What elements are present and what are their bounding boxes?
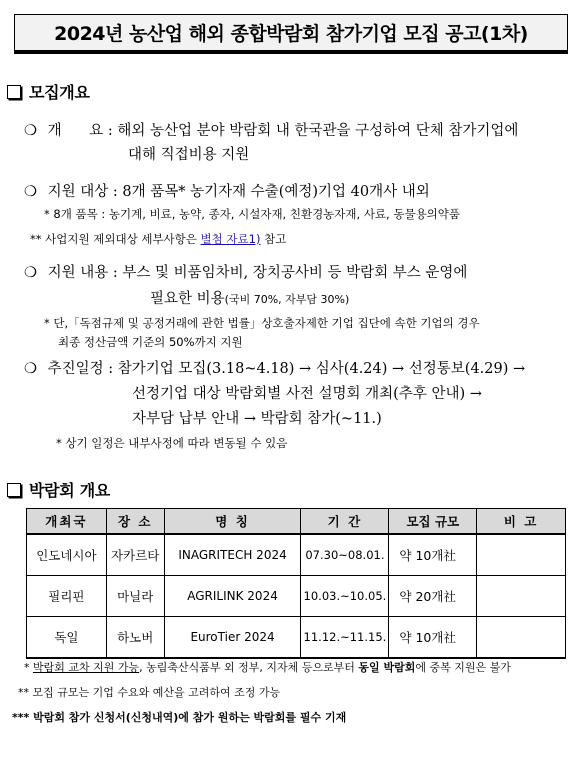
content-line — [24, 261, 467, 282]
header-period: 기 간 — [301, 509, 389, 535]
content-note-1: * 단,「독점규제 및 공정거래에 관한 법률」상호출자제한 기업 집단에 속한 기업의 경우 — [44, 316, 480, 330]
expo-note-2: ** 모집 규모는 기업 수요와 예산을 고려하여 조정 가능 — [18, 686, 281, 699]
cell-country: 인도네시아 — [27, 534, 107, 576]
attachment-link[interactable]: 별첨 자료1) — [200, 232, 261, 246]
cell-note — [477, 534, 566, 576]
schedule-text-1: : 참가기업 모집(3.18~4.18) → 심사(4.24) → 선정통보(4.29) → — [108, 361, 526, 377]
summary-line — [24, 119, 518, 140]
cell-name: AGRILINK 2024 — [164, 576, 301, 617]
target-line — [24, 180, 430, 201]
summary-line-2: 대해 직접비용 지원 — [128, 147, 250, 163]
expo-note-1-suffix: 에 중복 지원은 불가 — [415, 661, 511, 674]
header-country: 개최국 — [27, 509, 107, 535]
content-note-2: 최종 정산금액 기준의 50%까지 지원 — [58, 335, 243, 349]
schedule-line-2: 선정기업 대상 박람회별 사전 설명회 개최(추후 안내) → — [132, 386, 482, 402]
page-title — [14, 14, 568, 54]
expo-note-3: *** 박람회 참가 신청서(신청내역)에 참가 원하는 박람회를 필수 기재 — [12, 711, 347, 724]
expo-note-1-mid: , 농림축산식품부 외 정부, 지자체 등으로부터 — [139, 661, 355, 674]
table-header-row — [27, 509, 566, 535]
section-heading-overview-text: 모집개요 — [29, 83, 90, 102]
cell-period: 10.03.~10.05. — [301, 576, 389, 617]
content-line-2 — [150, 287, 349, 308]
section-heading-expo-text: 박람회 개요 — [29, 481, 111, 500]
target-note-2 — [30, 231, 286, 247]
expo-note-1 — [24, 659, 511, 675]
table-row — [27, 617, 566, 659]
target-label: 지원 대상 — [47, 184, 109, 200]
cell-name: EuroTier 2024 — [164, 617, 301, 659]
table-row — [27, 534, 566, 576]
cell-city: 하노버 — [106, 617, 164, 659]
target-note-1: * 8개 품목 : 농기계, 비료, 농약, 종자, 시설자재, 친환경농자재, 사료, 동물용의약품 — [44, 207, 461, 221]
cell-period: 11.12.~11.15. — [301, 617, 389, 659]
page-title-text: 2024년 농산업 해외 종합박람회 참가기업 모집 공고(1차) — [54, 23, 528, 45]
content-text-2: 필요한 비용 — [150, 291, 225, 307]
cell-note — [477, 617, 566, 659]
cell-name: INAGRITECH 2024 — [164, 534, 301, 576]
section-heading-overview — [7, 80, 90, 103]
content-label: 지원 내용 — [47, 265, 109, 281]
expo-table — [26, 508, 566, 659]
content-ratio: (국비 70%, 자부담 30%) — [224, 293, 350, 306]
circle-bullet-icon: ❍ — [24, 123, 37, 139]
summary-text-1: : 해외 농산업 분야 박람회 내 한국관을 구성하여 단체 참가기업에 — [107, 123, 519, 139]
target-note-2-suffix: 참고 — [264, 232, 287, 246]
circle-bullet-icon: ❍ — [24, 265, 37, 281]
checkbox-square-icon — [7, 85, 21, 99]
content-text-1: : 부스 및 비품임차비, 장치공사비 등 박람회 부스 운영에 — [112, 265, 468, 281]
target-text: : 8개 품목* 농기자재 수출(예정)기업 40개사 내외 — [112, 184, 430, 200]
cell-scale: 약 10개社 — [389, 617, 477, 659]
cell-scale: 약 10개社 — [389, 534, 477, 576]
table-row — [27, 576, 566, 617]
schedule-line-3: 자부담 납부 안내 → 박람회 참가(~11.) — [132, 411, 382, 427]
header-scale: 모집 규모 — [389, 509, 477, 535]
cell-country: 필리핀 — [27, 576, 107, 617]
circle-bullet-icon: ❍ — [24, 361, 37, 377]
expo-note-1-bold: 동일 박람회 — [358, 661, 416, 674]
expo-note-1-prefix: * — [24, 661, 33, 674]
circle-bullet-icon: ❍ — [24, 184, 37, 200]
schedule-note: * 상기 일정은 내부사정에 따라 변동될 수 있음 — [56, 436, 288, 450]
schedule-label: 추진일정 — [47, 361, 104, 377]
header-note: 비 고 — [477, 509, 566, 535]
expo-note-1-underline: 박람회 교차 지원 가능 — [33, 661, 140, 674]
header-name: 명 칭 — [164, 509, 301, 535]
header-city: 장 소 — [106, 509, 164, 535]
schedule-line — [24, 357, 525, 378]
cell-period: 07.30~08.01. — [301, 534, 389, 576]
cell-city: 자카르타 — [106, 534, 164, 576]
cell-city: 마닐라 — [106, 576, 164, 617]
summary-label: 개 요 — [47, 123, 104, 139]
cell-country: 독일 — [27, 617, 107, 659]
checkbox-square-icon — [7, 483, 21, 497]
section-heading-expo — [7, 478, 110, 501]
target-note-2-prefix: ** 사업지원 제외대상 세부사항은 — [30, 232, 197, 246]
cell-note — [477, 576, 566, 617]
cell-scale: 약 20개社 — [389, 576, 477, 617]
